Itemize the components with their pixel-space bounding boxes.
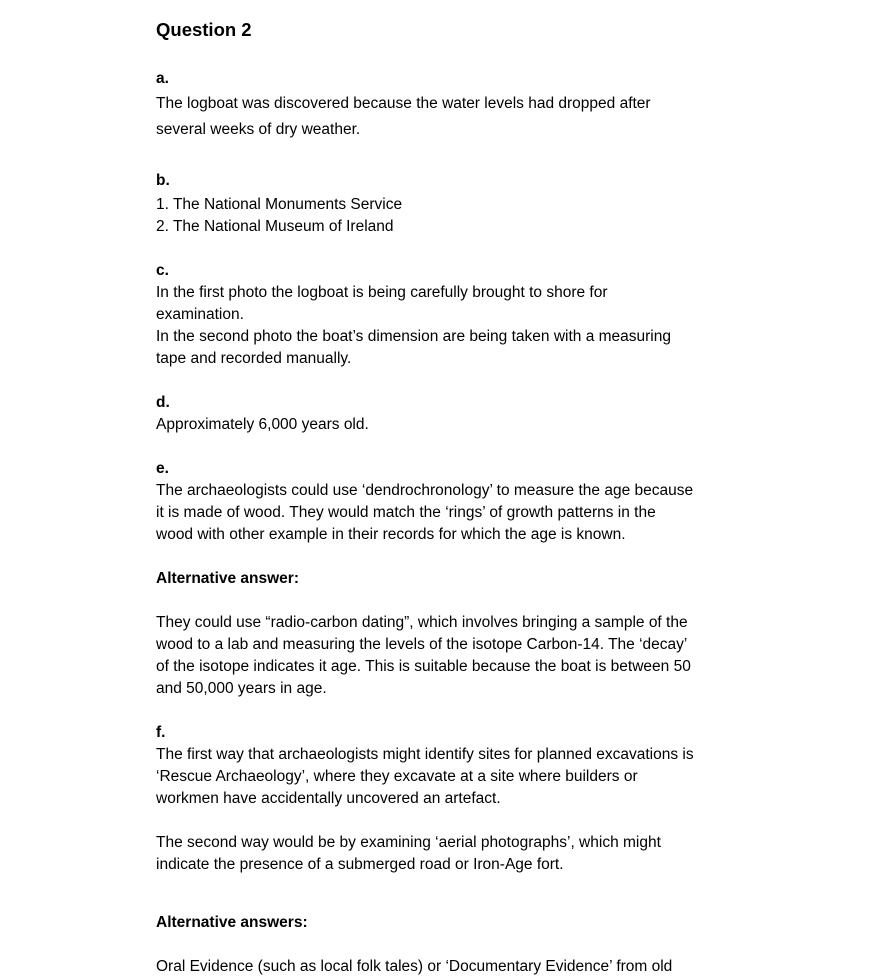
section-c-line-1: In the first photo the logboat is being carefully brought to shore for — [156, 284, 608, 301]
section-e-label: e. — [156, 460, 169, 477]
section-e-line-1: The archaeologists could use ‘dendrochronology’ to measure the age because — [156, 482, 694, 499]
section-f-label: f. — [156, 724, 166, 741]
section-b-label: b. — [156, 172, 170, 189]
section-b-line-1: 1. The National Monuments Service — [156, 196, 403, 213]
section-b-line-2: 2. The National Museum of Ireland — [156, 218, 394, 235]
section-e-line-2: it is made of wood. They would match the ‘rings’ of growth patterns in the — [156, 504, 656, 521]
section-c-line-3: In the second photo the boat’s dimension are being taken with a measuring — [156, 328, 671, 345]
section-d-line-1: Approximately 6,000 years old. — [156, 416, 369, 433]
section-c-label: c. — [156, 262, 169, 279]
section-f-line-2: ‘Rescue Archaeology’, where they excavate at a site where builders or — [156, 768, 638, 785]
document-page — [156, 0, 756, 976]
section-f-line-1: The first way that archaeologists might identify sites for planned excavations is — [156, 746, 694, 763]
section-f-alt-heading: Alternative answers: — [156, 914, 308, 931]
section-d-label: d. — [156, 394, 170, 411]
section-a-line-1: The logboat was discovered because the water levels had dropped after — [156, 95, 651, 112]
section-e-alt-line-4: and 50,000 years in age. — [156, 680, 327, 697]
section-e-alt-line-3: of the isotope indicates it age. This is suitable because the boat is between 50 — [156, 658, 691, 675]
section-e-alt-line-1: They could use “radio-carbon dating”, which involves bringing a sample of the — [156, 614, 688, 631]
section-a-line-2: several weeks of dry weather. — [156, 121, 361, 138]
section-a-label: a. — [156, 70, 169, 87]
section-f-alt-line-1: Oral Evidence (such as local folk tales) or ‘Documentary Evidence’ from old — [156, 958, 673, 975]
question-title: Question 2 — [156, 19, 252, 40]
section-e-alt-line-2: wood to a lab and measuring the levels of the isotope Carbon-14. The ‘decay’ — [156, 636, 688, 653]
section-e-alt-heading: Alternative answer: — [156, 570, 299, 587]
section-c-line-2: examination. — [156, 306, 244, 323]
section-e-line-3: wood with other example in their records for which the age is known. — [156, 526, 626, 543]
section-c-line-4: tape and recorded manually. — [156, 350, 352, 367]
section-f-second-line-2: indicate the presence of a submerged road or Iron-Age fort. — [156, 856, 564, 873]
section-f-line-3: workmen have accidentally uncovered an artefact. — [156, 790, 501, 807]
section-f-second-line-1: The second way would be by examining ‘aerial photographs’, which might — [156, 834, 661, 851]
